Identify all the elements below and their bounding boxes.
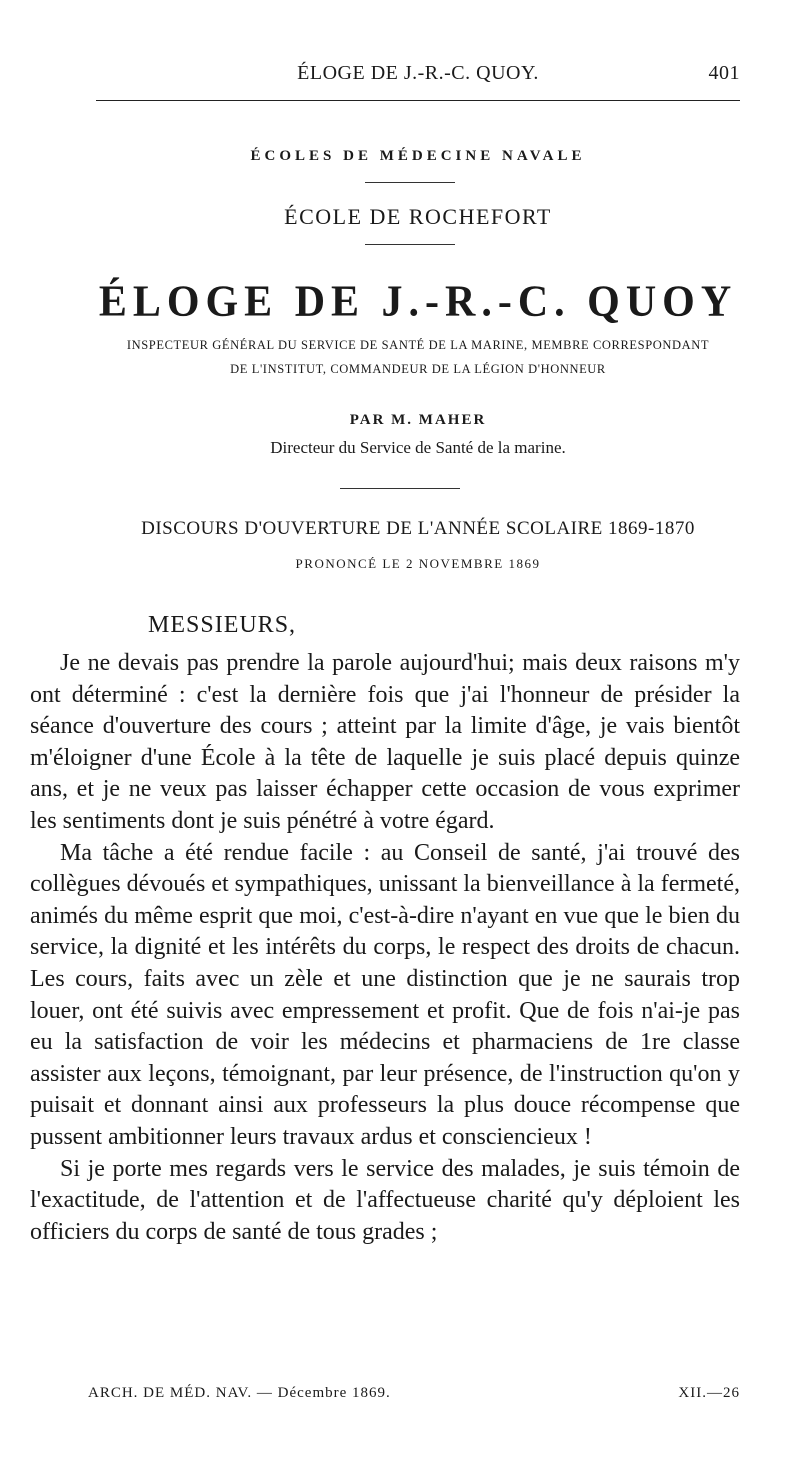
header-rule bbox=[96, 100, 740, 101]
author: PAR M. MAHER bbox=[349, 412, 487, 428]
divider-rule bbox=[365, 244, 455, 245]
running-head-title: ÉLOGE DE J.-R.-C. QUOY. bbox=[297, 62, 539, 84]
discours-heading: DISCOURS D'OUVERTURE DE L'ANNÉE SCOLAIRE 1869-1870 bbox=[141, 518, 695, 539]
page-number: 401 bbox=[708, 62, 740, 84]
subtitle-line-2: DE L'INSTITUT, COMMANDEUR DE LA LÉGION D'HONNEUR bbox=[230, 362, 606, 376]
divider-rule bbox=[365, 182, 455, 183]
series-heading: ÉCOLES DE MÉDECINE NAVALE bbox=[250, 148, 586, 164]
divider-rule bbox=[340, 488, 460, 489]
author-role: Directeur du Service de Santé de la marine. bbox=[270, 438, 566, 457]
running-head bbox=[96, 62, 740, 92]
salutation: MESSIEURS, bbox=[148, 612, 297, 638]
school-heading: ÉCOLE DE ROCHEFORT bbox=[284, 204, 552, 229]
article-title: ÉLOGE DE J.-R.-C. QUOY bbox=[98, 277, 738, 327]
paragraph: Je ne devais pas prendre la parole aujourd'hui; mais deux raisons m'y ont déterminé : c'est la dernière fois que j'ai l'honneur de présider la séance d'ouverture des cours ; atteint par la limite d'âge, je vais bientôt m'éloigner d'une École à la tête de laquelle je suis placé depuis quinze ans, et je ne veux pas laisser échapper cette occasion de vous exprimer les sentiments dont je suis pénétré à votre égard. bbox=[30, 650, 740, 834]
footer-source: ARCH. DE MÉD. NAV. — Décembre 1869. bbox=[88, 1385, 391, 1401]
prononce-line: PRONONCÉ LE 2 NOVEMBRE 1869 bbox=[295, 556, 541, 571]
footer-signature: XII.—26 bbox=[678, 1385, 740, 1401]
subtitle-line-1: INSPECTEUR GÉNÉRAL DU SERVICE DE SANTÉ DE LA MARINE, MEMBRE CORRESPONDANT bbox=[126, 338, 710, 352]
paragraph: Ma tâche a été rendue facile : au Conseil de santé, j'ai trouvé des collègues dévoués et sympathiques, unissant la bienveillance à la fermeté, animés du même esprit que moi, c'est-à-dire n'ayant en vue que le bien du service, la dignité et les intérêts du corps, le respect des droits de chacun. Les cours, faits avec un zèle et une distinction que je ne saurais trop louer, ont été suivis avec empressement et profit. Que de fois n'ai-je pas eu la satisfaction de voir les médecins et pharmaciens de 1re classe assister aux leçons, témoignant, par leur présence, de l'instruction qu'on y puisait et donnant ainsi aux professeurs la plus douce récompense que pussent ambitionner leurs travaux ardus et consciencieux ! bbox=[30, 839, 740, 1150]
body-text bbox=[30, 648, 740, 1248]
paragraph: Si je porte mes regards vers le service des malades, je suis témoin de l'exactitude, de l'attention et de l'affectueuse charité qu'y déploient les officiers du corps de santé de tous grades ; bbox=[30, 1155, 740, 1245]
footer bbox=[88, 1385, 740, 1409]
